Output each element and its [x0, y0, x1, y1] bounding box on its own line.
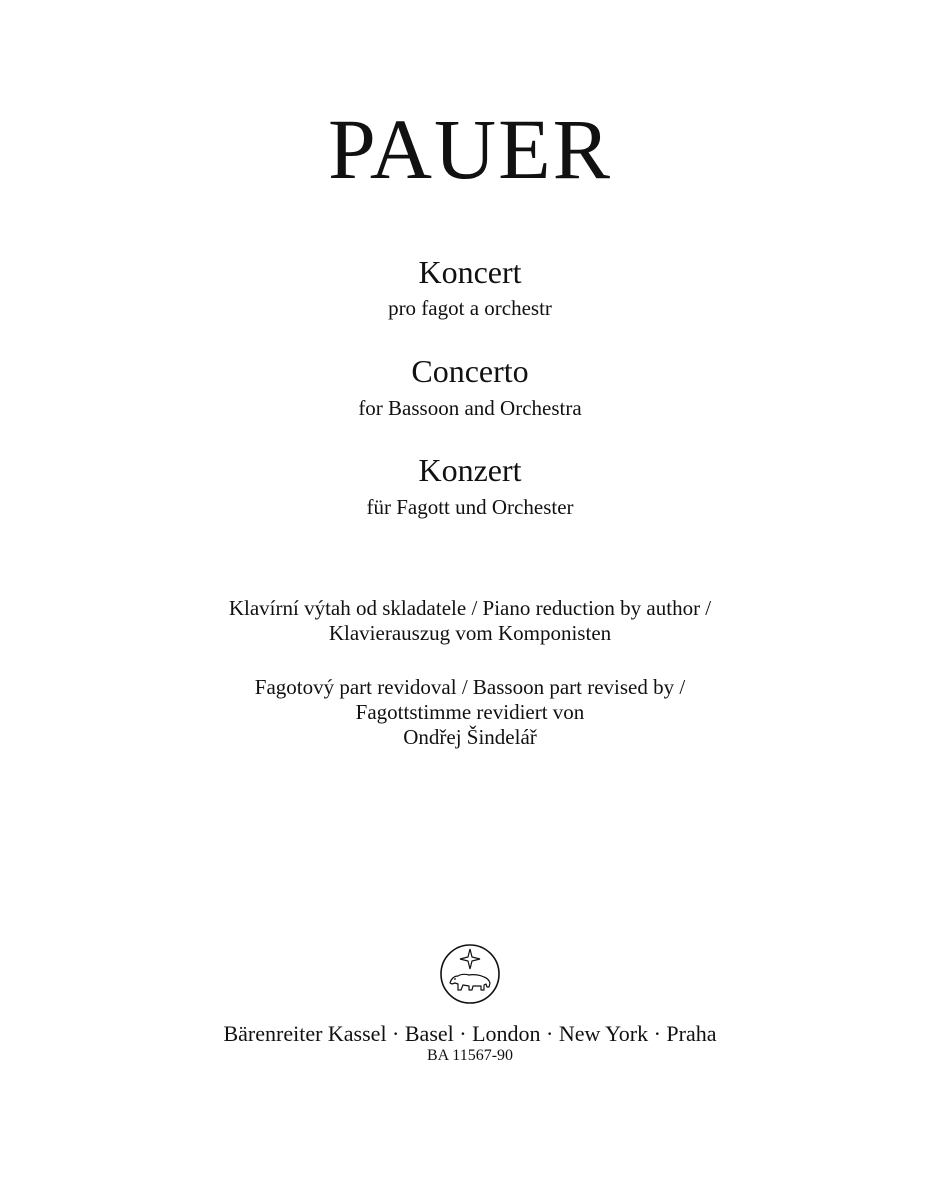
revision-credit: Fagotový part revidoval / Bassoon part revised by /: [254, 675, 686, 699]
title-german: Konzert: [418, 452, 522, 488]
subtitle-german: für Fagott und Orchester: [366, 495, 574, 519]
subtitle-czech: pro fagot a orchestr: [388, 296, 552, 320]
piano-reduction-credit-german: Klavierauszug vom Komponisten: [328, 621, 612, 645]
composer-name: PAUER: [327, 101, 613, 197]
title-english: Concerto: [411, 353, 529, 389]
piano-reduction-credit: Klavírní výtah od skladatele / Piano reduction by author /: [228, 596, 712, 620]
revision-credit-german: Fagottstimme revidiert von: [355, 700, 585, 724]
catalog-number: BA 11567-90: [426, 1047, 514, 1064]
baerenreiter-bear-star-icon: [439, 943, 501, 1005]
subtitle-english: for Bassoon and Orchestra: [358, 396, 582, 420]
title-czech: Koncert: [418, 254, 522, 290]
reviser-name: Ondřej Šindelář: [403, 725, 537, 749]
publisher-imprint: Bärenreiter Kassel · Basel · London · New York · Praha: [223, 1021, 717, 1046]
